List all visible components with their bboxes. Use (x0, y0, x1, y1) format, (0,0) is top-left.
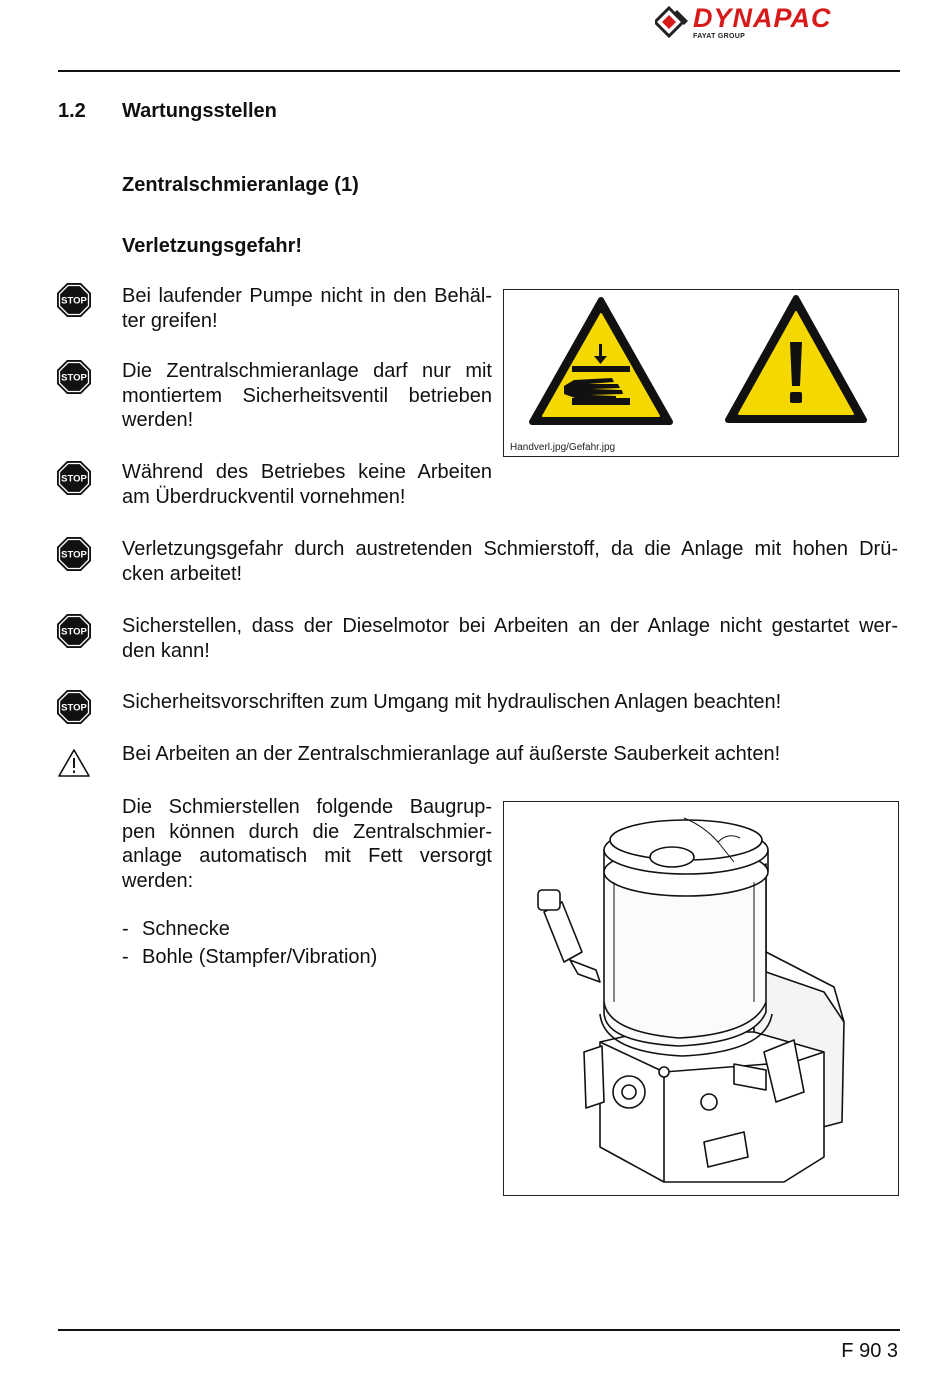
warning-text-5: Sicherstellen, dass der Dieselmotor bei Arbeiten an der Anlage nicht gestartet wer- den kann! (122, 615, 898, 662)
warning-text-7: Bei Arbeiten an der Zentralschmieranlage auf äußerste Sauberkeit achten! (122, 743, 781, 765)
dynapac-logo (655, 3, 905, 42)
svg-text:STOP: STOP (61, 702, 87, 714)
svg-text:STOP: STOP (61, 549, 87, 561)
dynapac-diamond-icon (655, 6, 689, 42)
lubrication-pump-drawing (504, 802, 898, 1195)
footer-rule (58, 1329, 900, 1331)
warning-text-1: Bei laufender Pumpe nicht in den Behäl- ter greifen! (122, 285, 492, 332)
svg-text:STOP: STOP (61, 626, 87, 638)
stop-icon (56, 359, 92, 395)
header-rule (58, 70, 900, 72)
section-number: 1.2 (58, 100, 86, 122)
stop-icon (56, 536, 92, 572)
warning-text-4: Verletzungsgefahr durch austretenden Schmierstoff, da die Anlage mit hohen Drü- cken arbeitet! (122, 538, 898, 585)
warning-text-6: Sicherheitsvorschriften zum Umgang mit hydraulischen Anlagen beachten! (122, 691, 782, 713)
brand-name: DYNAPAC (693, 3, 832, 33)
brand-subtitle: FAYAT GROUP (693, 33, 746, 40)
svg-text:STOP: STOP (61, 295, 87, 307)
warning-text-3: Während des Betriebes keine Arbeiten am Überdruckventil vornehmen! (122, 461, 492, 508)
section-title: Wartungsstellen (122, 100, 277, 122)
figure-caption: Handverl.jpg/Gefahr.jpg (510, 442, 616, 453)
caution-triangle-icon (57, 748, 91, 778)
page-reference: F 90 3 (841, 1340, 898, 1362)
list-item: - Bohle (Stampfer/Vibration) (122, 946, 378, 968)
svg-text:STOP: STOP (61, 372, 87, 384)
lubrication-pump-figure (503, 801, 899, 1196)
subsection-title: Zentralschmieranlage (1) (122, 174, 359, 196)
list-item: - Schnecke (122, 918, 230, 940)
stop-icon (56, 613, 92, 649)
stop-icon (56, 282, 92, 318)
warning-symbols-figure (503, 289, 899, 457)
danger-heading: Verletzungsgefahr! (122, 235, 303, 257)
warning-text-2: Die Zentralschmieranlage darf nur mit montiertem Sicherheitsventil betrieben werden! (122, 360, 492, 431)
stop-icon (56, 689, 92, 725)
svg-text:STOP: STOP (61, 473, 87, 485)
general-warning-icon (724, 294, 868, 426)
hand-crush-warning-icon (528, 296, 674, 428)
stop-icon (56, 460, 92, 496)
body-paragraph: Die Schmierstellen folgende Baugrup- pen können durch die Zentralschmier- anlage automatisch mit Fett versorgt werden: (122, 796, 492, 892)
